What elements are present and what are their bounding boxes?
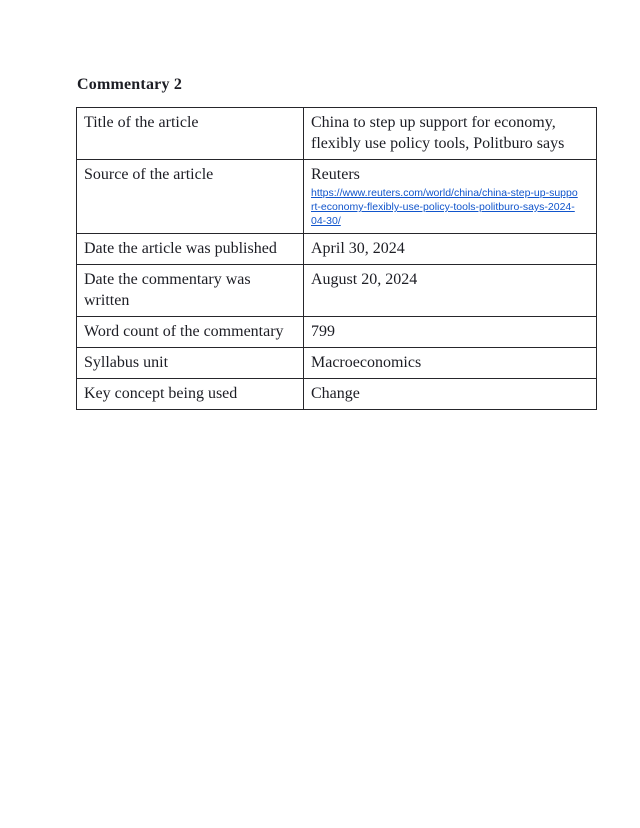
row-value-key-concept: Change xyxy=(304,379,597,410)
table-row-key-concept xyxy=(77,379,597,410)
table-row-word-count xyxy=(77,317,597,348)
row-value-syllabus-unit: Macroeconomics xyxy=(304,348,597,379)
table-row-date-published xyxy=(77,234,597,265)
link-line-1: https://www.reuters.com/world/china/china-step-up-suppo xyxy=(311,187,578,199)
row-value-word-count: 799 xyxy=(304,317,597,348)
page-title: Commentary 2 xyxy=(77,76,183,93)
row-label-date-published: Date the article was published xyxy=(77,234,304,265)
row-value-date-written: August 20, 2024 xyxy=(304,265,597,317)
row-label-date-written: Date the commentary was written xyxy=(77,265,304,317)
commentary-info-table xyxy=(76,107,597,410)
source-article-link[interactable] xyxy=(311,186,589,228)
row-label-word-count: Word count of the commentary xyxy=(77,317,304,348)
link-line-2: rt-economy-flexibly-use-policy-tools-politburo-says-2024- xyxy=(311,201,575,213)
row-value-date-published: April 30, 2024 xyxy=(304,234,597,265)
table-row-source xyxy=(77,160,597,234)
table-row-syllabus-unit xyxy=(77,348,597,379)
source-name: Reuters xyxy=(311,166,360,183)
link-line-3: 04-30/ xyxy=(311,215,341,227)
row-label-key-concept: Key concept being used xyxy=(77,379,304,410)
row-label-title: Title of the article xyxy=(77,108,304,160)
row-value-title: China to step up support for economy, flexibly use policy tools, Politburo says xyxy=(304,108,597,160)
row-label-source: Source of the article xyxy=(77,160,304,234)
table-row-date-written xyxy=(77,265,597,317)
table-row-title xyxy=(77,108,597,160)
row-label-syllabus-unit: Syllabus unit xyxy=(77,348,304,379)
row-value-source xyxy=(304,160,597,234)
